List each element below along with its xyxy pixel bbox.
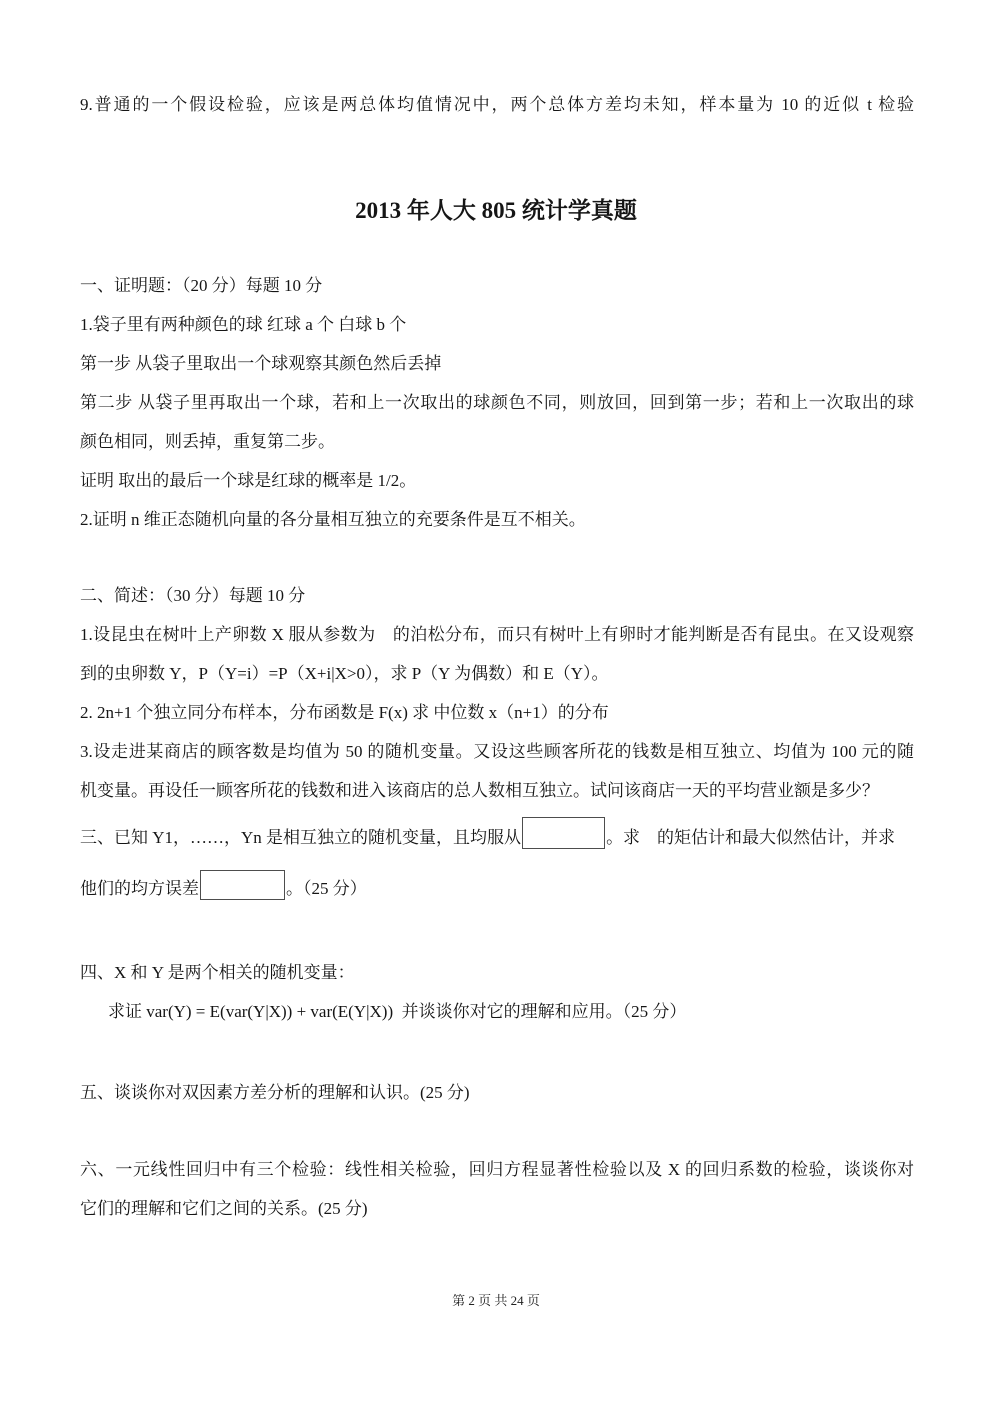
section-2-heading: 二、简述：（30 分）每题 10 分 [80,586,306,605]
section-1-heading: 一、证明题：（20 分）每题 10 分 [80,276,323,295]
section-6-line-1: 六、一元线性回归中有三个检验：线性相关检验，回归方程显著性检验以及 X 的回归系数的检验，谈谈你对 [80,1160,914,1179]
section-5-line: 五、谈谈你对双因素方差分析的理解和认识。(25 分) [80,1083,470,1102]
section-2-item-3a: 3.设走进某商店的顾客数是均值为 50 的随机变量。又设这些顾客所花的钱数是相互独立、均值为 100 元的随 [80,742,914,761]
section-1-step-2b: 颜色相同，则丢掉，重复第二步。 [80,432,335,451]
page-footer: 第 2 页 共 24 页 [452,1293,540,1308]
section-3-line-2-before: 他们的均方误差 [80,879,199,898]
section-6-line-2: 它们的理解和它们之间的关系。(25 分) [80,1199,368,1218]
formula-placeholder-box [200,870,285,900]
section-1-item-1: 1.袋子里有两种颜色的球 红球 a 个 白球 b 个 [80,315,407,334]
section-2-item-1a: 1.设昆虫在树叶上产卵数 X 服从参数为 的泊松分布，而只有树叶上有卵时才能判断是否有昆虫。在又设观察 [80,625,914,644]
section-3-line-1-before: 三、已知 Y1，……，Yn 是相互独立的随机变量，且均服从 [80,828,522,847]
section-2-item-3b: 机变量。再设任一顾客所花的钱数和进入该商店的总人数相互独立。试问该商店一天的平均营业额是多少？ [80,781,879,800]
section-1-item-2: 2.证明 n 维正态随机向量的各分量相互独立的充要条件是互不相关。 [80,510,586,529]
section-1-step-2a: 第二步 从袋子里再取出一个球，若和上一次取出的球颜色不同，则放回，回到第一步；若和上一次取出的球 [80,393,914,412]
section-1-prove-line: 证明 取出的最后一个球是红球的概率是 1/2。 [80,471,417,490]
section-3-line-2 [80,871,914,901]
section-2-item-1b: 到的虫卵数 Y，P（Y=i）=P（X+i|X>0），求 P（Y 为偶数）和 E（Y）。 [80,664,609,683]
section-3-line-1 [80,818,914,850]
section-1-step-1: 第一步 从袋子里取出一个球观察其颜色然后丢掉 [80,354,442,373]
section-3-line-1-after: 。求 的矩估计和最大似然估计，并求 [606,828,896,847]
section-4-line-1: 四、X 和 Y 是两个相关的随机变量： [80,963,355,982]
question-9-line: 9.普通的一个假设检验，应该是两总体均值情况中，两个总体方差均未知，样本量为 10 的近似 t 检验 [80,95,914,114]
section-4-formula-line: 求证 var(Y) = E(var(Y|X)) + var(E(Y|X)) 并谈谈你对它的理解和应用。（25 分） [108,1002,687,1021]
section-2-item-2: 2. 2n+1 个独立同分布样本，分布函数是 F(x) 求 中位数 x（n+1）的分布 [80,703,609,722]
formula-placeholder-box [522,817,605,849]
section-3-line-2-after: 。（25 分） [286,879,367,898]
page-title: 2013 年人大 805 统计学真题 [355,198,637,223]
